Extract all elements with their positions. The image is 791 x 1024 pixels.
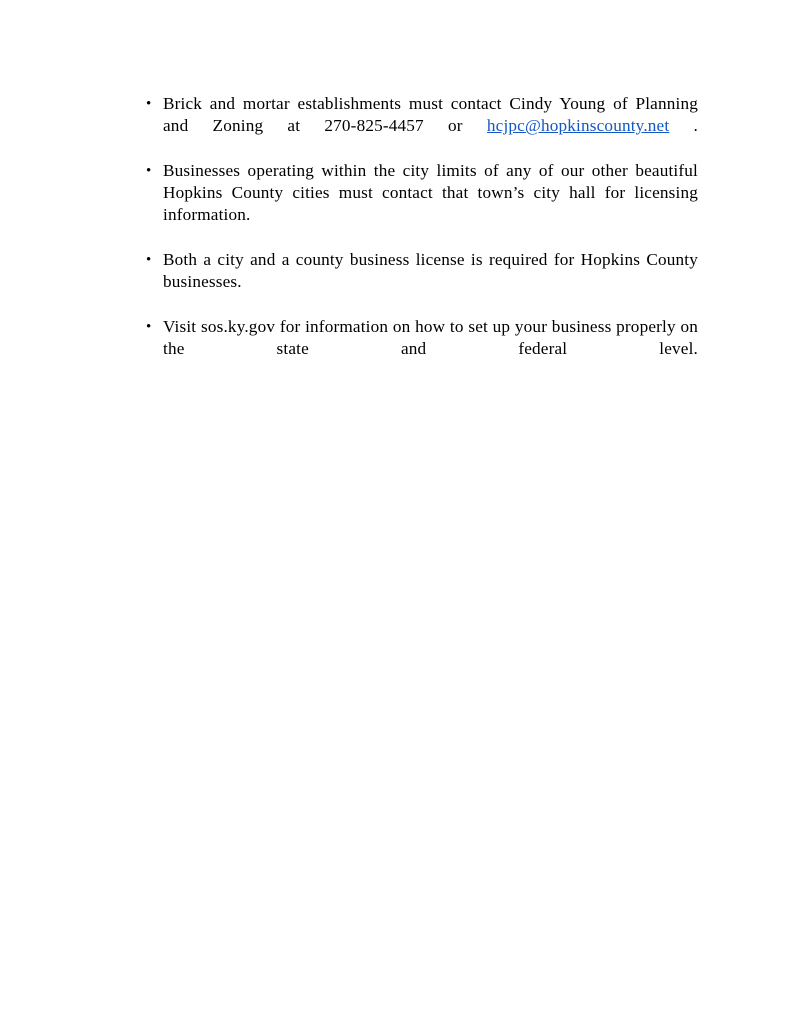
list-item-both-licenses xyxy=(146,249,698,316)
list-item-text-before-link: Brick and mortar establishments must contact Cindy Young of Planning and Zoning at 270-825-4457 or xyxy=(163,94,698,136)
list-item-text xyxy=(163,93,698,160)
list-item-city-limits xyxy=(146,160,698,249)
list-item-text: • Visit sos.ky.gov for information on how to set up your business properly on the state and federal level. xyxy=(163,316,698,359)
list-item-text: • Both a city and a county business license is required for Hopkins County businesses. xyxy=(163,250,698,292)
list-item-text: • Businesses operating within the city limits of any of our other beautiful Hopkins County cities must contact that town’s city hall for licensing information. xyxy=(163,160,698,225)
business-license-bullet-list xyxy=(146,93,698,383)
list-item-state-website xyxy=(146,316,698,383)
bullet-list-container xyxy=(146,93,698,383)
email-link-hcjpc[interactable]: hcjpc@hopkinscounty.net xyxy=(486,116,670,136)
list-item-brick-and-mortar xyxy=(146,93,698,160)
list-item-text-after-link: . xyxy=(669,116,698,136)
